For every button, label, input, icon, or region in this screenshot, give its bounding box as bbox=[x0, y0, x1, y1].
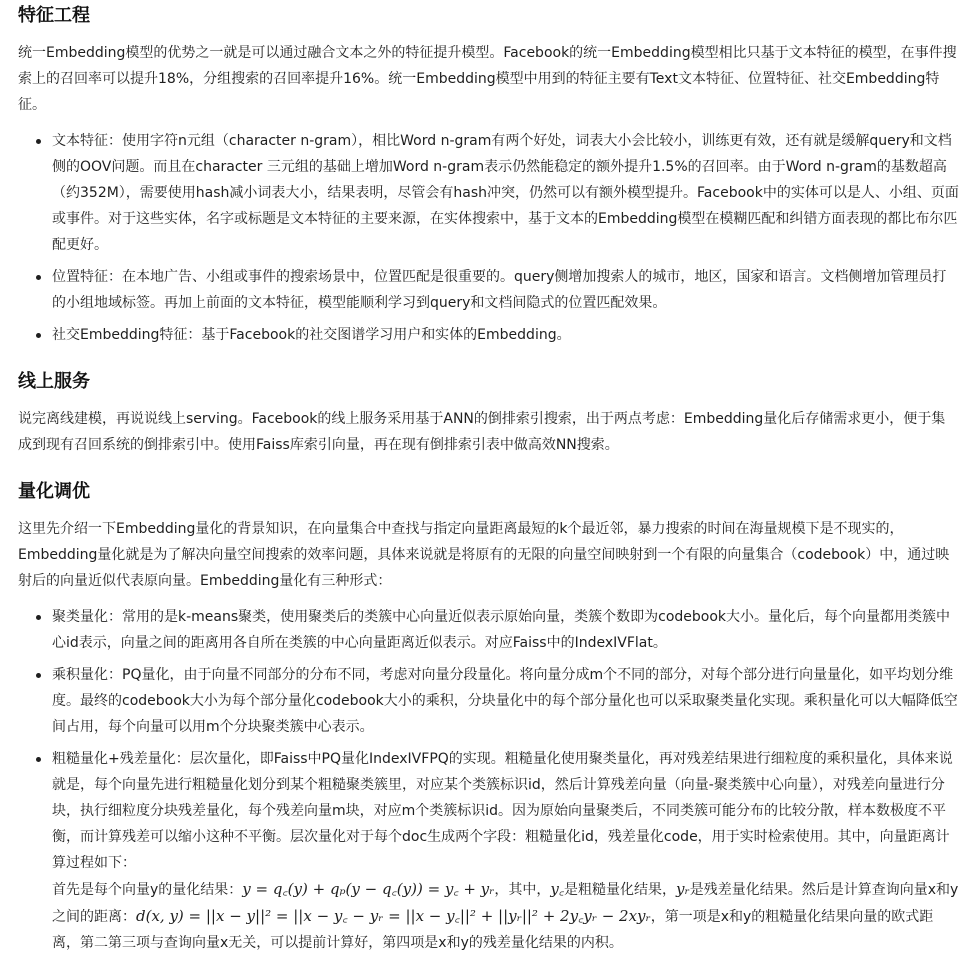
formula-line-prefix: 查询向量x和y之间的距离： bbox=[52, 882, 959, 925]
list-item: 文本特征：使用字符n元组（character n-gram），相比Word n-gram有两个好处，词表大小会比较小，训练更有效，还有就是缓解query和文档侧的OOV问题。而且在character 三元组的基础上增加Word n-gram表示仍然能稳定的额外提升1.5%的召回率。由于Word n-gram的基数超高（约352M），需要使用hash减小词表大小，结果表明，尽管会有hash冲突，仍然可以有额外模型提升。Facebook中的实体可以是人、小组、页面或事件。对于这些实体，名字或标题是文本特征的主要来源，在实体搜索中，基于文本的Embedding模型在模糊匹配和纠错方面表现的都比布尔匹配更好。 bbox=[52, 128, 959, 258]
formula-line-text: ，其中， bbox=[494, 882, 551, 898]
list-item-residual-quantization bbox=[52, 746, 959, 956]
math-variable: yᵣ bbox=[676, 880, 690, 898]
math-variable: y꜀ bbox=[550, 880, 565, 898]
distance-formula: d(x, y) = ||x − y||² = ||x − y꜀ − yᵣ = ||x − y꜀||² + ||yᵣ||² + 2y꜀yᵣ − 2xyᵣ bbox=[136, 907, 651, 925]
list-item: 聚类量化：常用的是k-means聚类，使用聚类后的类簇中心向量近似表示原始向量，类簇个数即为codebook大小。量化后，每个向量都用类簇中心id表示，向量之间的距离用各自所在类簇的中心向量距离近似表示。对应Faiss中的IndexIVFlat。 bbox=[52, 604, 959, 656]
features-intro: 统一Embedding模型的优势之一就是可以通过融合文本之外的特征提升模型。Facebook的统一Embedding模型相比只基于文本特征的模型，在事件搜索上的召回率可以提升18%，分组搜索的召回率提升16%。统一Embedding模型中用到的特征主要有Text文本特征、位置特征、社交Embedding特征。 bbox=[18, 45, 957, 113]
serving-intro: 说完离线建模，再说说线上serving。Facebook的线上服务采用基于ANN的倒排索引搜索，出于两点考虑：Embedding量化后存储需求更小，便于集成到现有召回系统的倒排索引中。使用Faiss库索引向量，再在现有倒排索引表中做高效NN搜索。 bbox=[18, 411, 946, 453]
quantization-intro: 这里先介绍一下Embedding量化的背景知识，在向量集合中查找与指定向量距离最短的k个最近邻，暴力搜索的时间在海量规模下是不现实的，Embedding量化就是为了解决向量空间搜索的效率问题，具体来说就是将原有的无限的向量空间映射到一个有限的向量集合（codebook）中，通过映射后的向量近似代表原向量。Embedding量化有三种形式： bbox=[18, 521, 950, 589]
article bbox=[0, 1, 975, 956]
section-title-quantization: 量化调优 bbox=[18, 481, 90, 502]
formula-line-text: 是粗糙量化结果， bbox=[564, 882, 677, 898]
list-item: 乘积量化：PQ量化，由于向量不同部分的分布不同，考虑对向量分段量化。将向量分成m个不同的部分，对每个部分进行向量量化，如平均划分维度。最终的codebook大小为每个部分量化codebook大小的乘积，分块量化中的每个部分量化也可以采取聚类量化实现。乘积量化可以大幅降低空间占用，每个向量可以用m个分块聚类簇中心表示。 bbox=[52, 662, 959, 740]
formula-line-text: ，第一项是x和y的粗糙量化结果向量的欧式距离，第二第三项与查询向量x无关，可以提前计算好，第四项是x和y的残差量化结果的内积。 bbox=[52, 909, 934, 951]
formula-line-text: 是残差量化结果。然后是计算 bbox=[689, 882, 872, 898]
features-list bbox=[18, 128, 959, 348]
list-item: 社交Embedding特征：基于Facebook的社交图谱学习用户和实体的Embedding。 bbox=[52, 322, 959, 348]
formula-line-prefix: 首先是每个向量y的量化结果： bbox=[52, 882, 243, 898]
quantization-formula: y = q꜀(y) + qₚ(y − q꜀(y)) = y꜀ + yᵣ bbox=[242, 880, 495, 898]
section-title-features: 特征工程 bbox=[18, 5, 90, 26]
section-title-serving: 线上服务 bbox=[18, 371, 90, 392]
quantization-list bbox=[18, 604, 959, 956]
list-item: 位置特征：在本地广告、小组或事件的搜索场景中，位置匹配是很重要的。query侧增加搜索人的城市，地区，国家和语言。文档侧增加管理员打的小组地域标签。再加上前面的文本特征，模型能顺利学习到query和文档间隐式的位置匹配效果。 bbox=[52, 264, 959, 316]
residual-quantization-text: 粗糙量化+残差量化：层次量化，即Faiss中PQ量化IndexIVFPQ的实现。粗糙量化使用聚类量化，再对残差结果进行细粒度的乘积量化，具体来说就是，每个向量先进行粗糙量化划分到某个粗糙聚类簇里，对应某个类簇标识id，然后计算残差向量（向量-聚类簇中心向量），对残差向量进行分块，执行细粒度分块残差量化，每个残差向量m块，对应m个类簇标识id。因为原始向量聚类后，不同类簇可能分布的比较分散，样本数极度不平衡，而计算残差可以缩小这种不平衡。层次量化对于每个doc生成两个字段：粗糙量化id，残差量化code，用于实时检索使用。其中，向量距离计算过程如下： bbox=[52, 751, 953, 871]
